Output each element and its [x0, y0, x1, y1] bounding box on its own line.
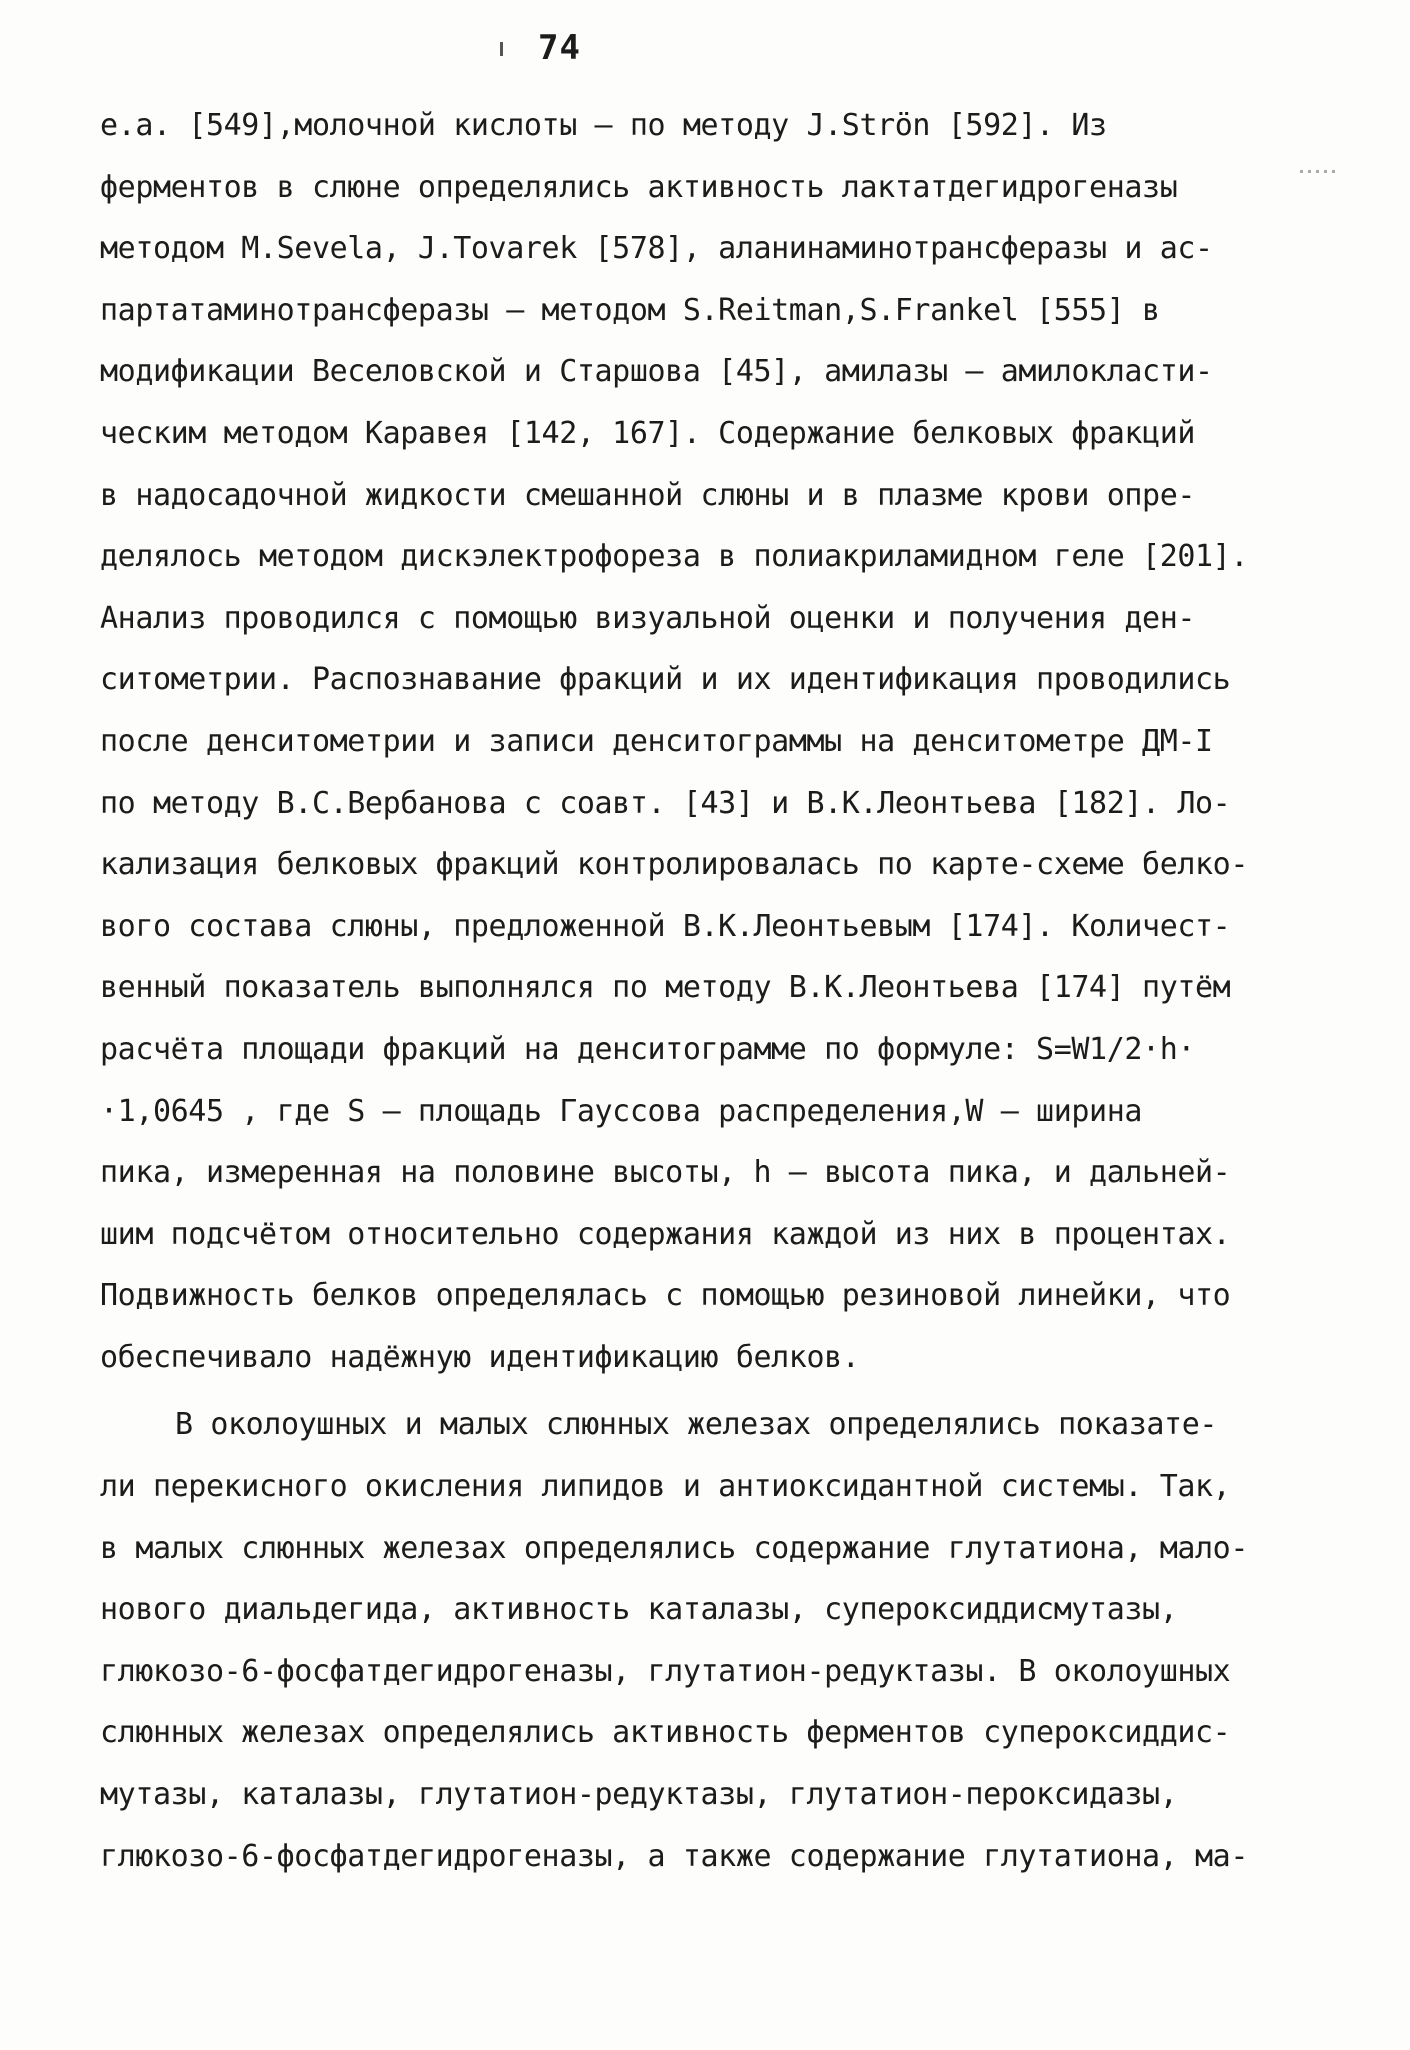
text-line: нового диальдегида, активность каталазы, супероксиддисмутазы, [100, 1592, 1178, 1628]
scan-mark [500, 42, 503, 56]
text-line: ситометрии. Распознавание фракций и их идентификация проводились [100, 662, 1231, 698]
text-line: венный показатель выполнялся по методу В.К.Леонтьева [174] путём [100, 970, 1231, 1006]
text-line: после денситометрии и записи денситограммы на денситометре ДМ-I [100, 723, 1213, 759]
text-line: пика, измеренная на половине высоты, h – высота пика, и дальней- [100, 1155, 1231, 1191]
text-line: слюнных железах определялись активность ферментов супероксиддис- [100, 1715, 1231, 1751]
formula-line: расчёта площади фракций на денситограмме по формуле: S=W1/2·h· [100, 1031, 1196, 1067]
text-line: методом M.Sevela, J.Tovarek [578], аланинаминотрансферазы и ас- [100, 231, 1213, 267]
text-line: партатаминотрансферазы – методом S.Reitman,S.Frankel [555] в [100, 292, 1160, 328]
text-line: глюкозо-6-фосфатдегидрогеназы, глутатион-редуктазы. В околоушных [100, 1653, 1231, 1689]
text-line: кализация белковых фракций контролировалась по карте-схеме белко- [100, 847, 1248, 883]
text-line: делялось методом дискэлектрофореза в полиакриламидном геле [201]. [100, 539, 1248, 575]
text-line: модификации Веселовской и Старшова [45], амилазы – амилокласти- [100, 354, 1213, 390]
text-line: по методу В.С.Вербанова с соавт. [43] и В.К.Леонтьева [182]. Ло- [100, 785, 1231, 821]
text-line: ческим методом Каравея [142, 167]. Содержание белковых фракций [100, 415, 1196, 451]
body-text [100, 95, 1305, 1887]
text-line: глюкозо-6-фосфатдегидрогеназы, а также содержание глутатиона, ма- [100, 1838, 1248, 1874]
text-line: Подвижность белков определялась с помощью резиновой линейки, что [100, 1278, 1231, 1314]
paragraph-start: В околоушных и малых слюнных железах определялись показате- [175, 1407, 1218, 1443]
text-line: ·1,0645 , где S – площадь Гауссова распределения,W – ширина [100, 1093, 1143, 1129]
text-line: в надосадочной жидкости смешанной слюны и в плазме крови опре- [100, 477, 1196, 513]
text-line: в малых слюнных железах определялись содержание глутатиона, мало- [100, 1530, 1248, 1566]
text-line: шим подсчётом относительно содержания каждой из них в процентах. [100, 1216, 1231, 1252]
text-line: обеспечивало надёжную идентификацию белков. [100, 1339, 860, 1375]
page-number: 74 [538, 28, 581, 68]
text-line: ферментов в слюне определялись активность лактатдегидрогеназы [100, 169, 1178, 205]
text-line: е.а. [549],молочной кислоты – по методу J.Strön [592]. Из [100, 108, 1107, 143]
text-line: мутазы, каталазы, глутатион-редуктазы, глутатион-пероксидазы, [100, 1777, 1178, 1813]
scan-speck [1300, 170, 1336, 173]
text-line: вого состава слюны, предложенной В.К.Леонтьевым [174]. Количест- [100, 908, 1231, 944]
text-line: Анализ проводился с помощью визуальной оценки и получения ден- [100, 600, 1196, 636]
text-line: ли перекисного окисления липидов и антиоксидантной системы. Так, [100, 1469, 1231, 1505]
